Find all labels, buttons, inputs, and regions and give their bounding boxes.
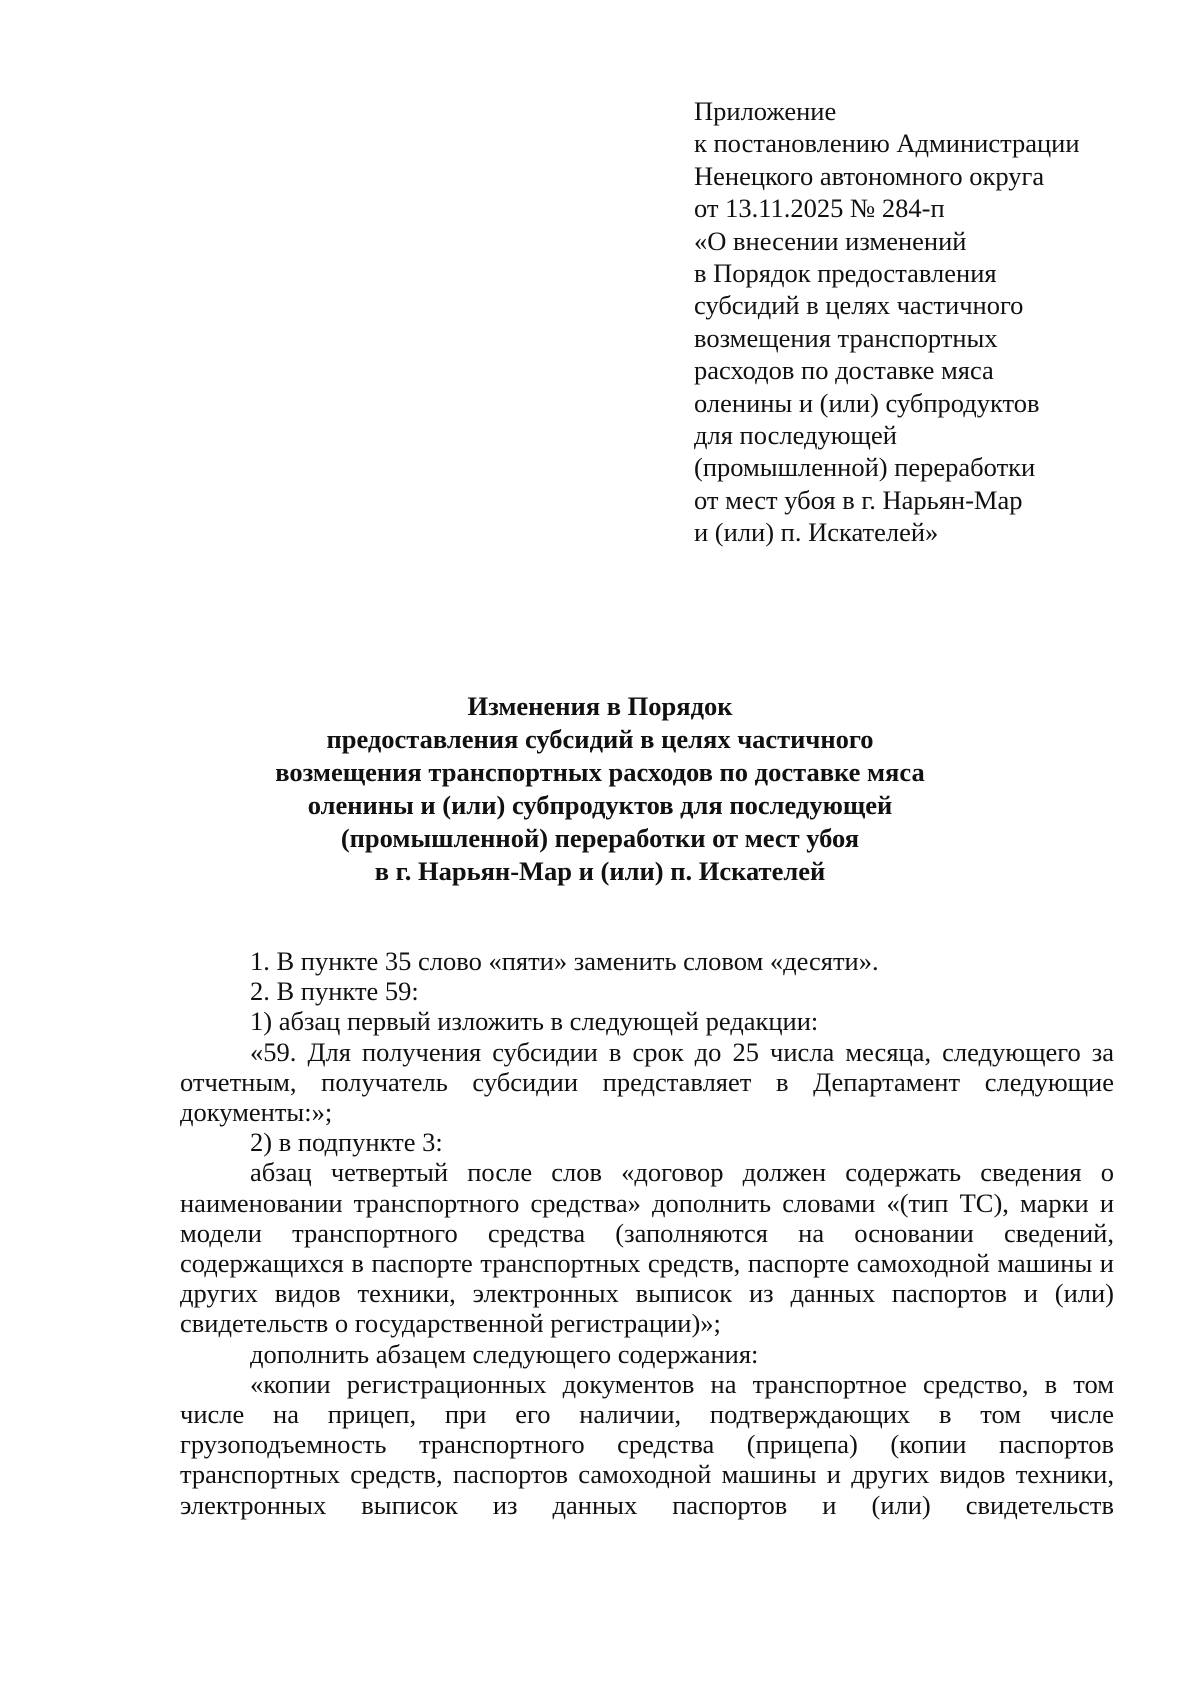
appendix-line: Приложение (694, 96, 837, 126)
document-body (180, 946, 1114, 1520)
appendix-line: для последующей (694, 420, 897, 451)
title-line: оленины и (или) субпродуктов для последующей (307, 790, 893, 820)
body-paragraph: 1. В пункте 35 слово «пяти» заменить словом «десяти». (250, 946, 879, 976)
body-paragraph: 2) в подпункте 3: (250, 1127, 443, 1158)
body-paragraph: «59. Для получения субсидии в срок до 25 числа месяца, следующего за отчетным, получатель субсидии представляет в Департамент следующие документы:»; (180, 1036, 1114, 1128)
appendix-line: и (или) п. Искателей» (694, 517, 939, 548)
appendix-line: возмещения транспортных (694, 322, 998, 353)
appendix-line: к постановлению Администрации (694, 128, 1080, 159)
body-paragraph: 1) абзац первый изложить в следующей редакции: (250, 1006, 819, 1037)
body-paragraph: абзац четвертый после слов «договор должен содержать сведения о наименовании транспортного средства» дополнить словами «(тип ТС), марки и модели транспортного средства (заполняются на основании сведений, содержащихся в паспорте транспортных средств, паспорте самоходной машины и других видов техники, электронных выписок из данных паспортов и (или) свидетельств о государственной регистрации)»; (180, 1157, 1114, 1339)
appendix-line: субсидий в целях частичного (694, 290, 1024, 321)
appendix-line: оленины и (или) субпродуктов (694, 387, 1040, 418)
title-line: Изменения в Порядок (467, 691, 733, 721)
appendix-line: расходов по доставке мяса (694, 355, 994, 386)
appendix-line: Ненецкого автономного округа (694, 160, 1045, 191)
appendix-line: от 13.11.2025 № 284-п (694, 193, 945, 224)
body-paragraph: 2. В пункте 59: (250, 976, 419, 1007)
appendix-line: в Порядок предоставления (694, 258, 997, 289)
body-paragraph: дополнить абзацем следующего содержания: (250, 1338, 759, 1369)
appendix-line: (промышленной) переработки (694, 452, 1036, 483)
title-line: возмещения транспортных расходов по доставке мяса (275, 757, 925, 787)
appendix-line: «О внесении изменений (694, 225, 967, 256)
title-line: (промышленной) переработки от мест убоя (340, 823, 860, 853)
appendix-header (694, 95, 1164, 549)
title-line: в г. Нарьян-Мар и (или) п. Искателей (374, 856, 826, 886)
document-title (180, 690, 1020, 888)
body-paragraph: «копии регистрационных документов на транспортное средство, в том числе на прицеп, при его наличии, подтверждающих в том числе грузоподъемность транспортного средства (прицепа) (копии паспортов транспортных средств, паспортов самоходной машины и других видов техники, электронных выписок из данных паспортов и (или) свидетельств (180, 1368, 1114, 1520)
appendix-line: от мест убоя в г. Нарьян-Мар (694, 484, 1023, 515)
title-line: предоставления субсидий в целях частичного (326, 724, 874, 754)
